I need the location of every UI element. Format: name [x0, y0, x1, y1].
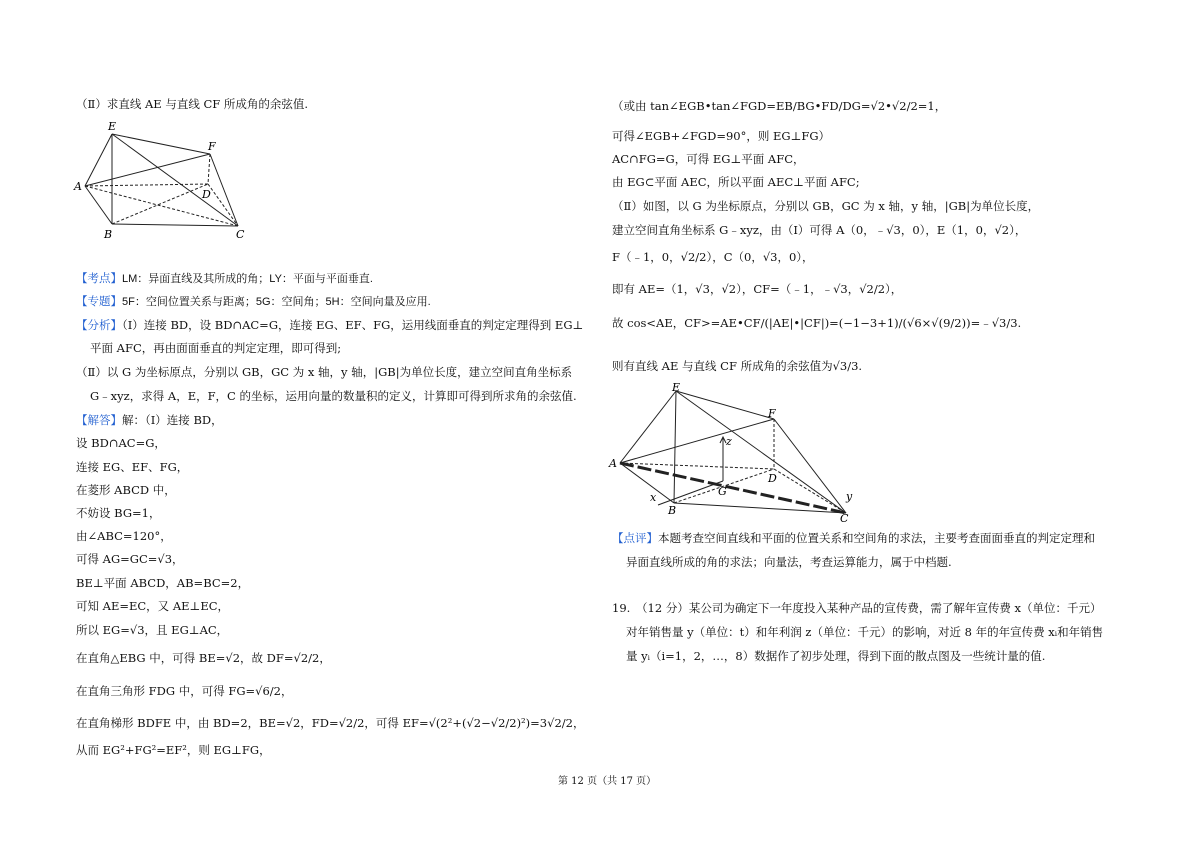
edge-AD: [85, 184, 208, 186]
right-line-6: 建立空间直角坐标系 G﹣xyz，由（Ⅰ）可得 A（0，﹣√3，0），E（1，0，√2），: [612, 223, 1027, 237]
coordinate-figure-right: [606, 383, 866, 523]
label-D: D: [202, 188, 211, 201]
edge-EF: [112, 134, 210, 154]
axis-x-line: [658, 481, 723, 505]
dianping-line-2: 异面直线所成的角的求法；向量法，考查运算能力，属于中档题.: [626, 555, 952, 569]
step-11: 在直角三角形 FDG 中，可得 FG=√6/2，: [76, 684, 293, 698]
edge-AF: [85, 154, 210, 186]
right-line-9: 故 cos<AE，CF>=AE•CF/(|AE|•|CF|)=(−1−3+1)/(√6×√(9/2))=﹣√3/3.: [612, 316, 1022, 330]
step-2: 连接 EG、EF、FG，: [76, 460, 189, 474]
fenxi-tag: 【分析】: [76, 318, 122, 332]
fenxi-line-4: G﹣xyz，求得 A，E，F，C 的坐标，运用向量的数量积的定义，计算即可得到所求角的余弦值.: [90, 389, 577, 403]
label-F: F: [208, 140, 216, 153]
edge-AB: [85, 186, 112, 224]
label-E-r: E: [672, 383, 681, 394]
q19-line-3: 量 yᵢ（i=1，2，…，8）数据作了初步处理，得到下面的散点图及一些统计量的值.: [626, 649, 1046, 663]
edge-AC: [85, 186, 238, 226]
label-x-r: x: [650, 491, 657, 504]
step-10: 在直角△EBG 中，可得 BE=√2，故 DF=√2/2，: [76, 651, 331, 665]
zhuanti-line: [76, 293, 431, 310]
kaodian-line: [76, 270, 373, 287]
dianping-tag: 【点评】: [612, 531, 658, 545]
edge-BD: [112, 184, 208, 224]
jieda-text: 解：（Ⅰ）连接 BD，: [122, 413, 223, 427]
step-8: 可知 AE=EC，又 AE⊥EC，: [76, 599, 230, 613]
right-line-1: （或由 tan∠EGB•tan∠FGD=EB/BG•FD/DG=√2•√2/2=1，: [612, 99, 947, 113]
step-13: 从而 EG²+FG²=EF²，则 EG⊥FG，: [76, 743, 271, 757]
step-5: 由∠ABC=120°，: [76, 529, 172, 543]
zhuanti-tag: 【专题】: [76, 294, 122, 308]
step-3: 在菱形 ABCD 中，: [76, 483, 176, 497]
label-F-r: F: [768, 407, 776, 420]
right-line-7: F（﹣1，0，√2/2），C（0，√3，0），: [612, 250, 814, 264]
right-line-8: 即有 AE=（1，√3，√2），CF=（﹣1，﹣√3，√2/2），: [612, 282, 903, 296]
question-part-2: （Ⅱ）求直线 AE 与直线 CF 所成角的余弦值.: [76, 97, 309, 111]
label-y-r: y: [846, 490, 853, 503]
edge-EC: [112, 134, 238, 226]
jieda-line: [76, 412, 223, 428]
dianping-text-1: 本题考查空间直线和平面的位置关系和空间角的求法，主要考查面面垂直的判定定理和: [658, 531, 1095, 545]
right-line-4: 由 EG⊂平面 AEC，所以平面 AEC⊥平面 AFC;: [612, 175, 860, 189]
label-A-r: A: [609, 457, 617, 470]
step-1: 设 BD∩AC=G，: [76, 436, 166, 450]
edge-AF-r: [620, 419, 774, 463]
label-B: B: [104, 228, 113, 241]
step-4: 不妨设 BG=1，: [76, 506, 161, 520]
step-9: 所以 EG=√3，且 EG⊥AC，: [76, 623, 229, 637]
right-line-5: （Ⅱ）如图，以 G 为坐标原点，分别以 GB，GC 为 x 轴，y 轴，|GB|为单位长度，: [612, 199, 1040, 213]
edge-BC: [112, 224, 238, 226]
fenxi-line-3: （Ⅱ）以 G 为坐标原点，分别以 GB，GC 为 x 轴，y 轴，|GB|为单位长度，建立空间直角坐标系: [76, 365, 573, 379]
right-line-10: 则有直线 AE 与直线 CF 所成角的余弦值为√3/3.: [612, 359, 863, 373]
step-12: 在直角梯形 BDFE 中，由 BD=2，BE=√2，FD=√2/2，可得 EF=√(2²+(√2−√2/2)²)=3√2/2，: [76, 716, 585, 730]
step-7: BE⊥平面 ABCD，AB=BC=2，: [76, 576, 250, 590]
step-6: 可得 AG=GC=√3，: [76, 552, 184, 566]
kaodian-text: LM：异面直线及其所成的角；LY：平面与平面垂直.: [122, 273, 373, 285]
rhombus-figure-left: [70, 118, 255, 243]
label-C-r: C: [840, 512, 849, 523]
kaodian-tag: 【考点】: [76, 271, 122, 285]
label-C: C: [236, 228, 245, 241]
label-D-r: D: [768, 472, 777, 485]
label-G-r: G: [718, 485, 727, 498]
edge-EF-r: [676, 391, 774, 419]
label-A: A: [74, 180, 82, 193]
jieda-tag: 【解答】: [76, 413, 122, 427]
label-B-r: B: [668, 504, 677, 517]
edge-EA-r: [620, 391, 676, 463]
edge-EA: [85, 134, 112, 186]
fenxi-line-2: 平面 AFC，再由面面垂直的判定定理，即可得到;: [90, 341, 342, 355]
label-z-r: z: [726, 435, 732, 448]
edge-DC-r: [774, 469, 846, 513]
fenxi-text-1: （Ⅰ）连接 BD，设 BD∩AC=G，连接 EG、EF、FG，运用线面垂直的判定定理得到 EG⊥: [122, 318, 584, 332]
q19-line-1: 19. （12 分）某公司为确定下一年度投入某种产品的宣传费，需了解年宣传费 x（单位：千元）: [612, 601, 1102, 615]
page-footer: 第 12 页（共 17 页）: [558, 776, 657, 787]
q19-line-2: 对年销售量 y（单位：t）和年利润 z（单位：千元）的影响，对近 8 年的年宣传费 xᵢ和年销售: [626, 625, 1104, 639]
fenxi-line-1: [76, 317, 583, 333]
label-E: E: [108, 120, 117, 133]
dianping-line-1: [612, 530, 1095, 546]
zhuanti-text: 5F：空间位置关系与距离；5G：空间角；5H：空间向量及应用.: [122, 296, 431, 308]
right-line-2: 可得∠EGB+∠FGD=90°，则 EG⊥FG）: [612, 129, 831, 143]
edge-FD: [208, 154, 210, 184]
right-line-3: AC∩FG=G，可得 EG⊥平面 AFC，: [612, 152, 805, 166]
